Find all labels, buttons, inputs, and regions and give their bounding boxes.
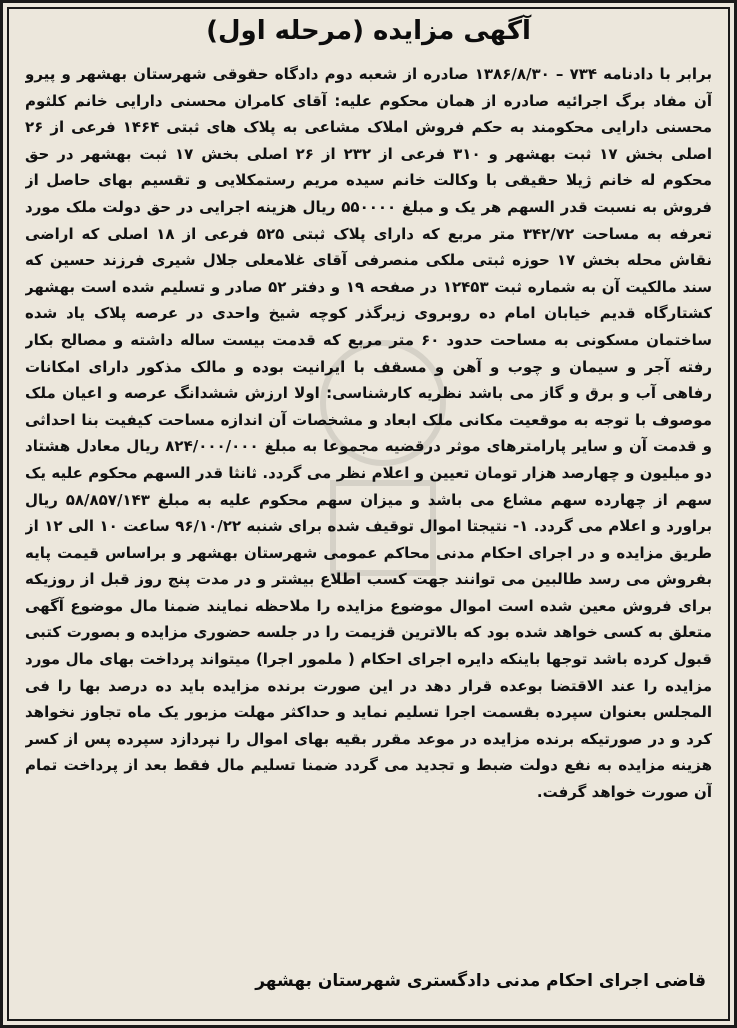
notice-signature: قاضی اجرای احکام مدنی دادگستری شهرستان بهشهر xyxy=(255,971,706,991)
notice-title: آگهی مزایده (مرحله اول) xyxy=(206,16,531,46)
notice-body: برابر با دادنامه ۷۳۴ – ۱۳۸۶/۸/۳۰ صادره از شعبه دوم دادگاه حقوقی شهرستان بهشهر و پیرو آن مفاد برگ اجرائیه صادره از همان محکوم علیه: آقای کامران محسنی دارایی خانم کلثوم محسنی دارایی محکومند به حکم فروش املاک مشاعی به پلاک های ثبتی ۱۴۶۴ فرعی از ۲۶ اصلی بخش ۱۷ ثبت بهشهر و ۳۱۰ فرعی از ۲۳۲ از ۲۶ اصلی بخش ۱۷ ثبت بهشهر در حق محکوم له خانم ژیلا حقیقی با وکالت خانم سیده مریم رستمکلایی و تقسیم بهای حاصل از فروش به نسبت قدر السهم هر یک و مبلغ ۵۵۰۰۰۰ ریال هزینه اجرایی در حق دولت ملک مورد تعرفه به مساحت ۳۴۲/۷۲ متر مربع که دارای پلاک ثبتی ۵۲۵ فرعی از ۱۸ اصلی که اراضی نقاش محله بخش ۱۷ حوزه ثبتی ملکی منصرفی آقای غلامعلی جلال شیری فرزند حسین که سند مالکیت آن به شماره ثبت ۱۲۴۵۳ در صفحه ۱۹ و دفتر ۵۲ صادر و تسلیم شده است بهشهر کشتارگاه قدیم خیابان امام ده روبروی زیرگذر کوچه شیخ واحدی در عرصه پلاک یاد شده ساختمان مسکونی به مساحت حدود ۶۰ متر مربع که قدمت بیست ساله داشته و مصالح بکار رفته آجر و سیمان و چوب و آهن و مسقف با ایرانیت بوده و مالک مذکور دارای امکانات رفاهی آب و برق و گاز می باشد نظریه کارشناسی: اولا ارزش ششدانگ عرصه و اعیان ملک موصوف با توجه به موقعیت مکانی ملک ابعاد و مشخصات آن اندازه مساحت کیفیت بنا احداثی و قدمت آن و سایر پارامترهای موثر درقضیه مجموعا به مبلغ ۸۲۴/۰۰۰/۰۰۰ ریال معادل هشتاد دو میلیون و چهارصد هزار تومان تعیین و اعلام نظر می گردد. ثانثا قدر السهم محکوم علیه یک سهم از چهارده سهم مشاع می باشد و میزان سهم محکوم علیه به مبلغ ۵۸/۸۵۷/۱۴۳ ریال براورد و اعلام می گردد. ۱- نتیجتا اموال توقیف شده برای شنبه ۹۶/۱۰/۲۲ ساعت ۱۰ الی ۱۲ از طریق مزایده و در اجرای احکام مدنی محاکم عمومی شهرستان بهشهر و براساس قیمت پایه بفروش می رسد طالبین می توانند جهت کسب اطلاع بیشتر و در مدت پنج روز قبل از روزیکه برای فروش معین شده است اموال موضوع مزایده را ملاحظه نمایند ضمنا مال موضوع آگهی متعلق به کسی خواهد شده بود که بالاترین قزیمت را در جلسه حضوری مزایده و بصورت کتبی قبول کرده باشد توجها باینکه دایره اجرای احکام ( ملمور اجرا) میتواند پرداخت بهای مال مورد مزایده را عند الاقتضا بوعده قرار دهد در این صورت برنده مزایده باید ده درصد بها را فی المجلس بعنوان سپرده بقسمت اجرا تسلیم نماید و حداکثر مهلت مزبور یک ماه تجاوز نخواهد کرد و در صورتیکه برنده مزایده در موعد مقرر بقیه بهای اموال را نپردازد سپرده پس از کسر هزینه مزایده به نفع دولت ضبط و تجدید می گردد ضمنا تسلیم مال فقط بعد از پرداخت تمام آن صورت خواهد گرفت. xyxy=(25,65,712,802)
